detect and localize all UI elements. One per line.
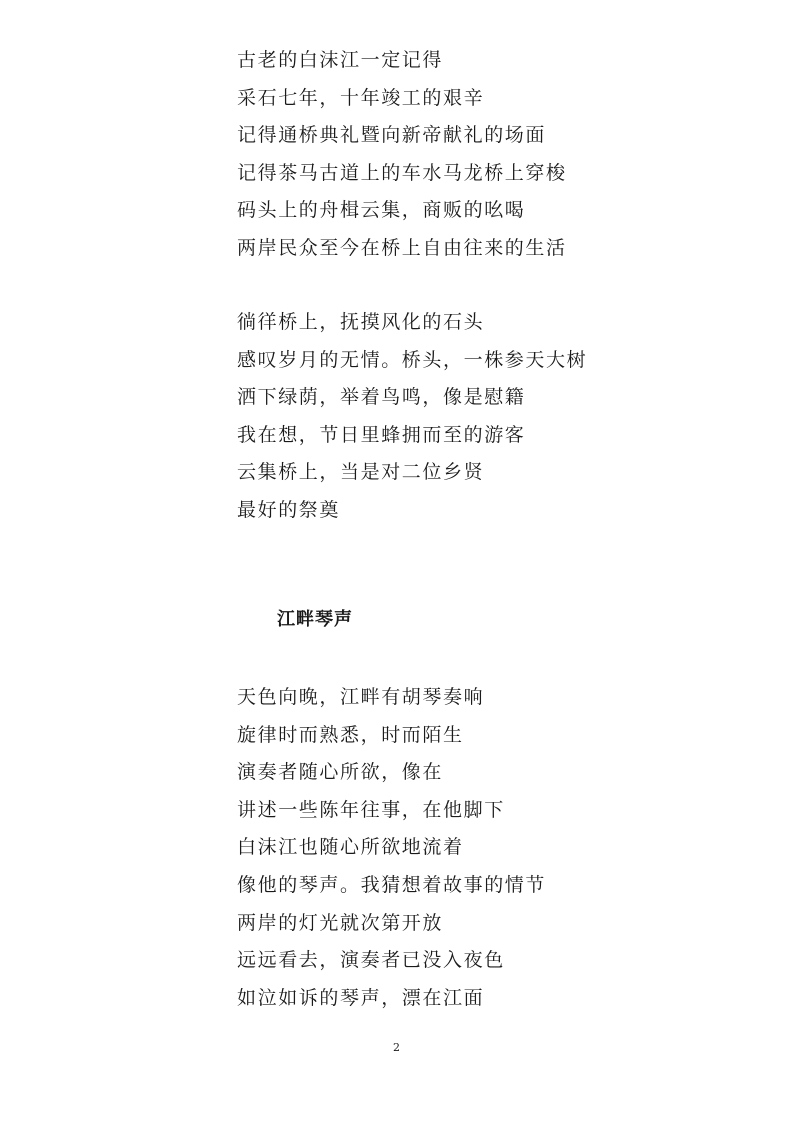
poem-line: 天色向晚，江畔有胡琴奏响 [237, 686, 485, 708]
poem-line: 记得通桥典礼暨向新帝献礼的场面 [237, 124, 547, 147]
poem-line: 白沫江也随心所欲地流着 [237, 836, 464, 859]
poem-line: 最好的祭奠 [237, 498, 341, 521]
poem-line: 两岸的灯光就次第开放 [237, 911, 444, 934]
poem-line: 采石七年，十年竣工的艰辛 [237, 86, 485, 109]
poem-line: 码头上的舟楫云集，商贩的吆喝 [237, 199, 526, 222]
poem-line: 徜徉桥上，抚摸风化的石头 [237, 311, 485, 333]
poem-line: 我在想，节日里蜂拥而至的游客 [237, 423, 526, 446]
poem-line: 记得茶马古道上的车水马龙桥上穿梭 [237, 161, 567, 184]
page-number: 2 [393, 1041, 400, 1054]
poem-line: 云集桥上，当是对二位乡贤 [237, 461, 485, 484]
poem-stanza [237, 42, 567, 268]
poem-line: 感叹岁月的无情。桥头，一株参天大树 [237, 348, 588, 371]
poem-line: 像他的琴声。我猜想着故事的情节 [237, 873, 547, 896]
poem-line: 洒下绿荫，举着鸟鸣，像是慰籍 [237, 386, 526, 409]
poem-line: 古老的白沫江一定记得 [237, 49, 444, 71]
poem-line: 远远看去，演奏者已没入夜色 [237, 949, 505, 972]
poem-stanza [237, 679, 546, 1017]
poem-line: 如泣如诉的琴声，漂在江面 [237, 986, 485, 1009]
poem-stanza [237, 304, 587, 530]
poem-line: 讲述一些陈年往事，在他脚下 [237, 798, 505, 821]
poem-line: 两岸民众至今在桥上自由往来的生活 [237, 236, 567, 259]
poem-line: 演奏者随心所欲，像在 [237, 761, 444, 784]
poem-title: 江畔琴声 [277, 609, 353, 630]
poem-line: 旋律时而熟悉，时而陌生 [237, 723, 464, 746]
